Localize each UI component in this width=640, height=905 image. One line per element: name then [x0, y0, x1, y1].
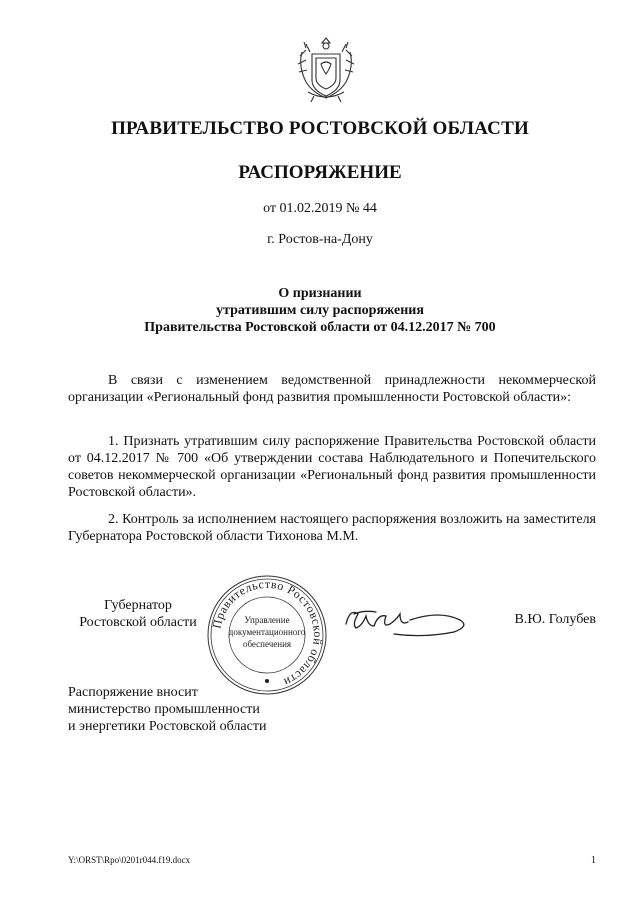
preamble-paragraph: В связи с изменением ведомственной принадлежности некоммерческой организации «Региональный фонд развития промышленности Ростовской области»: — [68, 373, 596, 405]
subject-line: Правительства Ростовской области от 04.12.2017 № 700 — [144, 320, 496, 335]
handwritten-signature-icon — [340, 600, 480, 640]
item-2-paragraph: 2. Контроль за исполнением настоящего распоряжения возложить на заместителя Губернатора Ростовской области Тихонова М.М. — [68, 512, 596, 544]
signer-title-line: Губернатор — [104, 598, 172, 613]
document-city: г. Ростов-на-Дону — [267, 232, 373, 247]
document-date-number: от 01.02.2019 № 44 — [263, 201, 377, 216]
seal-ring-text: Правительство Ростовской области — [209, 576, 326, 690]
signer-title — [68, 597, 208, 631]
coat-of-arms-icon — [294, 34, 358, 104]
issuer-line: Распоряжение вносит — [68, 685, 198, 700]
document-subject — [0, 285, 640, 336]
footer-file-path: Y:\ORST\Rpo\0201r044.f19.docx — [68, 855, 191, 865]
page-number: 1 — [591, 855, 596, 866]
official-seal-icon — [205, 573, 329, 697]
issuer-line: министерство промышленности — [68, 702, 260, 717]
item-1-paragraph: 1. Признать утратившим силу распоряжение Правительства Ростовской области от 04.12.2017 № 700 «Об утверждении состава Наблюдательного и Попечительского советов некоммерческой организации «Региональный фонд развития промышленности Ростовской области». — [68, 434, 596, 500]
issuer-line: и энергетики Ростовской области — [68, 719, 267, 734]
subject-line: О признании — [278, 286, 362, 301]
signer-name: В.Ю. Голубев — [514, 612, 596, 627]
issuer-note — [68, 684, 368, 735]
seal-center-line: документационного — [228, 627, 306, 637]
subject-line: утратившим силу распоряжения — [216, 303, 424, 318]
organization-title: ПРАВИТЕЛЬСТВО РОСТОВСКОЙ ОБЛАСТИ — [111, 118, 529, 139]
seal-center-line: обеспечения — [242, 639, 292, 649]
signer-title-line: Ростовской области — [79, 615, 197, 630]
seal-center-line: Управление — [244, 615, 290, 625]
document-type: РАСПОРЯЖЕНИЕ — [238, 162, 402, 183]
